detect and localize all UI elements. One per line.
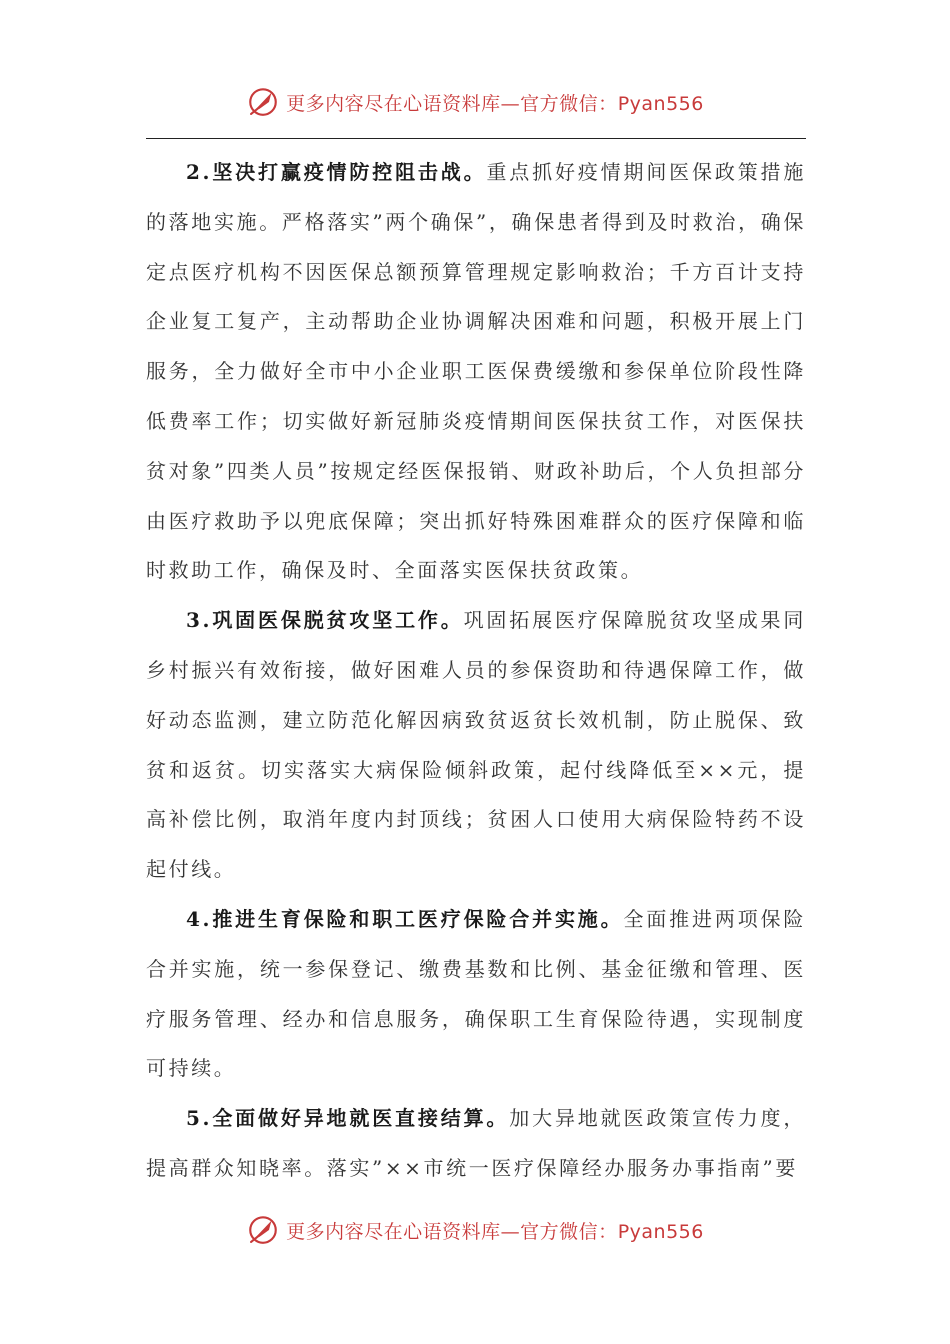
paragraph-text: 全面推进两项保险合并实施，统一参保登记、缴费基数和比例、基金征缴和管理、医疗服务管理、经办和信息服务，确保职工生育保险待遇，实现制度可持续。 — [146, 906, 806, 1081]
quill-logo-icon — [246, 85, 280, 119]
paragraph-text: 重点抓好疫情期间医保政策措施的落地实施。严格落实”两个确保”，确保患者得到及时救治，确保定点医疗机构不因医保总额预算管理规定影响救治；千方百计支持企业复工复产，主动帮助企业协调解决困难和问题，积极开展上门服务，全力做好全市中小企业职工医保费缓缴和参保单位阶段性降低费率工作；切实做好新冠肺炎疫情期间医保扶贫工作，对医保扶贫对象”四类人员”按规定经医保报销、财政补助后，个人负担部分由医疗救助予以兜底保障；突出抓好特殊困难群众的医疗保障和临时救助工作，确保及时、全面落实医保扶贫政策。 — [146, 160, 806, 583]
paragraph-remote-settlement — [146, 1094, 806, 1194]
paragraph-text: 巩固拓展医疗保障脱贫攻坚成果同乡村振兴有效衔接，做好困难人员的参保资助和待遇保障工作，做好动态监测，建立防范化解因病致贫返贫长效机制，防止脱保、致贫和返贫。切实落实大病保险倾斜政策，起付线降低至××元，提高补偿比例，取消年度内封顶线；贫困人口使用大病保险特药不设起付线。 — [146, 608, 806, 882]
watermark-text: 更多内容尽在心语资料库—官方微信：Pyan556 — [286, 92, 704, 115]
document-body — [146, 148, 806, 1194]
quill-logo-icon — [246, 1213, 280, 1247]
paragraph-heading: 5.全面做好异地就医直接结算。 — [186, 1106, 510, 1131]
watermark-banner — [246, 1213, 704, 1247]
page-footer — [0, 1210, 950, 1250]
paragraph-epidemic-control — [146, 148, 806, 596]
paragraph-heading: 4.推进生育保险和职工医疗保险合并实施。 — [186, 906, 624, 931]
header-divider — [146, 138, 806, 139]
page-header — [0, 82, 950, 122]
paragraph-poverty-alleviation — [146, 596, 806, 895]
watermark-banner — [246, 85, 704, 119]
paragraph-heading: 2.坚决打赢疫情防控阻击战。 — [186, 160, 487, 184]
paragraph-text: 加大异地就医政策宣传力度，提高群众知晓率。落实”××市统一医疗保障经办服务办事指南”要 — [146, 1106, 806, 1180]
paragraph-insurance-merger — [146, 895, 806, 1094]
paragraph-heading: 3.巩固医保脱贫攻坚工作。 — [186, 608, 464, 633]
watermark-text: 更多内容尽在心语资料库—官方微信：Pyan556 — [286, 1220, 704, 1243]
